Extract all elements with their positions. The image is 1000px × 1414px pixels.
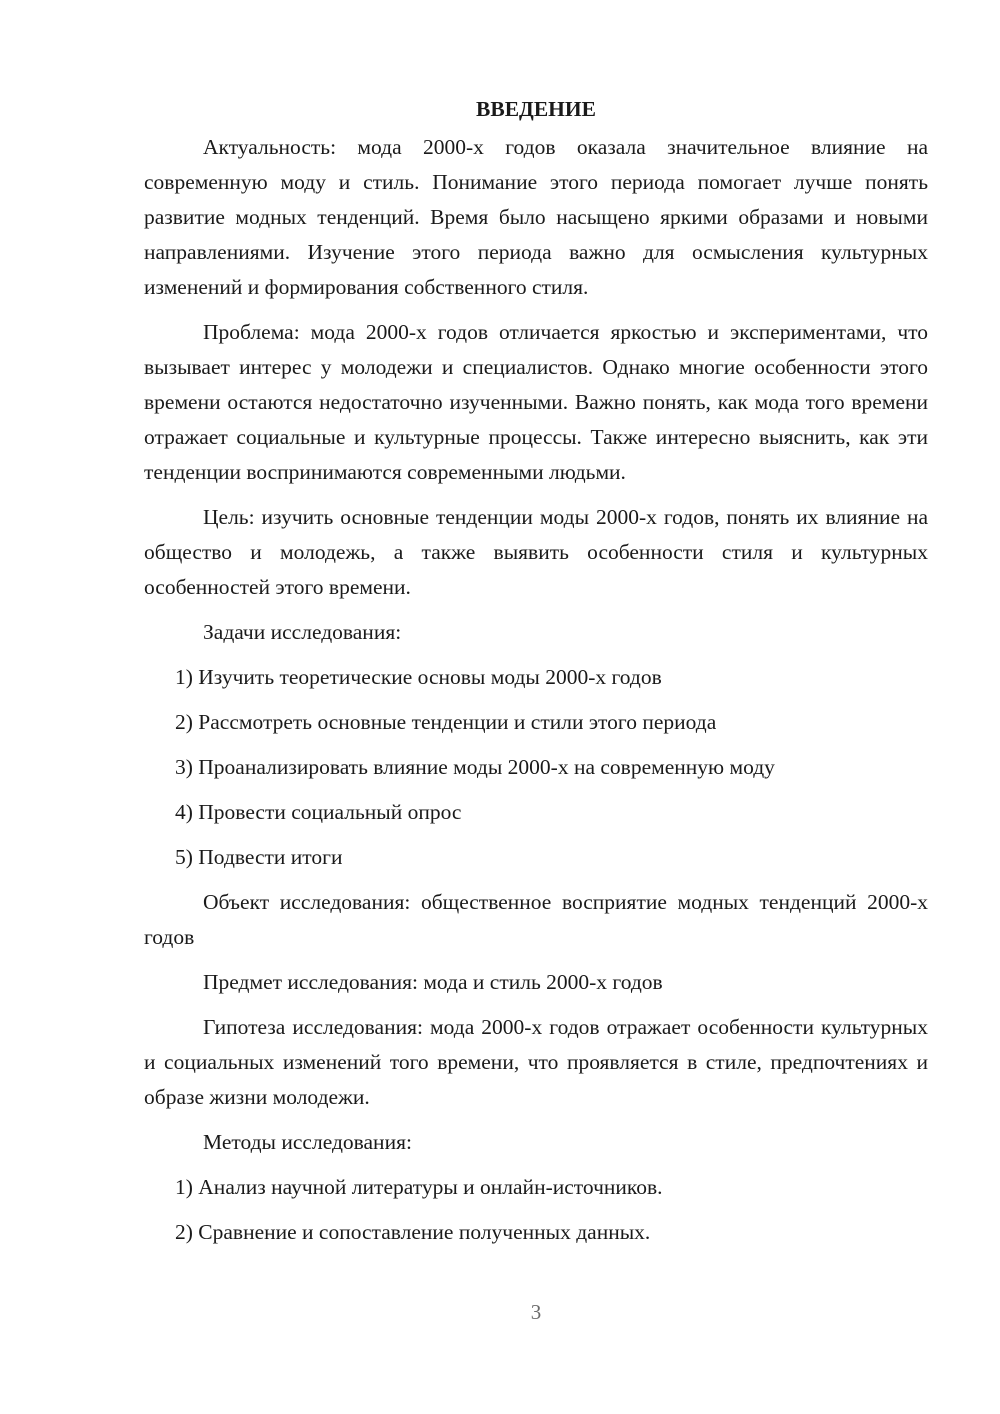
paragraph-subject: Предмет исследования: мода и стиль 2000-х годов — [203, 970, 663, 994]
paragraph-problem: Проблема: мода 2000-х годов отличается яркостью и экспериментами, что вызывает интерес у молодежи и специалистов. Однако многие особенности этого времени остаются недостаточно изученными. Важно понять, как мода того времени отражает социальные и культурные процессы. Также интересно выяснить, как эти тенденции воспринимаются современными людьми. — [144, 320, 928, 484]
paragraph-goal: Цель: изучить основные тенденции моды 2000-х годов, понять их влияние на общество и молодежь, а также выявить особенности стиля и культурных особенностей этого времени. — [144, 505, 928, 599]
list-item: 5) Подвести итоги — [175, 845, 343, 869]
methods-list — [144, 1170, 928, 1250]
paragraph-object: Объект исследования: общественное восприятие модных тенденций 2000-х годов — [144, 890, 928, 949]
methods-title: Методы исследования: — [203, 1130, 412, 1154]
list-item: 3) Проанализировать влияние моды 2000-х на современную моду — [175, 755, 775, 779]
paragraph-hypothesis: Гипотеза исследования: мода 2000-х годов отражает особенности культурных и социальных изменений того времени, что проявляется в стиле, предпочтениях и образе жизни молодежи. — [144, 1015, 928, 1109]
list-item: 1) Анализ научной литературы и онлайн-источников. — [175, 1175, 663, 1199]
page-number: 3 — [530, 1300, 542, 1324]
list-item: 2) Сравнение и сопоставление полученных данных. — [175, 1220, 651, 1244]
list-item: 1) Изучить теоретические основы моды 2000-х годов — [175, 665, 662, 689]
document-page — [144, 92, 928, 1260]
list-item: 4) Провести социальный опрос — [175, 800, 462, 824]
section-heading: ВВЕДЕНИЕ — [476, 97, 596, 121]
paragraph-relevance: Актуальность: мода 2000-х годов оказала значительное влияние на современную моду и стиль. Понимание этого периода помогает лучше понять развитие модных тенденций. Время было насыщено яркими образами и новыми направлениями. Изучение этого периода важно для осмысления культурных изменений и формирования собственного стиля. — [144, 135, 928, 299]
list-item: 2) Рассмотреть основные тенденции и стили этого периода — [175, 710, 717, 734]
tasks-list — [144, 660, 928, 875]
tasks-title: Задачи исследования: — [203, 620, 402, 644]
